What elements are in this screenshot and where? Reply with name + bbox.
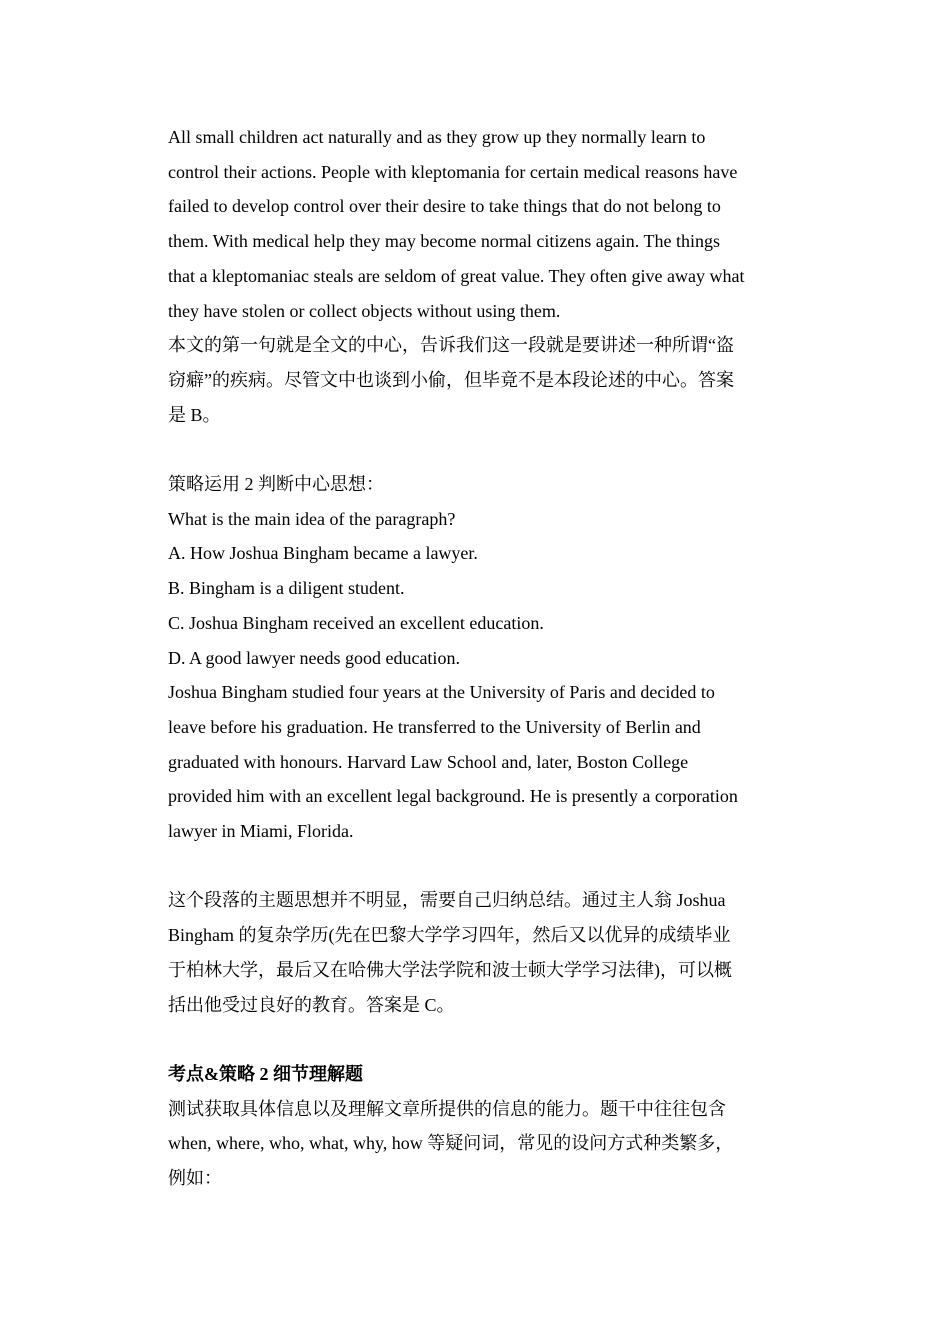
text-line: 本文的第一句就是全文的中心，告诉我们这一段就是要讲述一种所谓“盗 (168, 335, 734, 356)
section-heading: 考点&策略 2 细节理解题 (168, 1063, 363, 1084)
text-line: 例如： (168, 1168, 222, 1189)
text-line: All small children act naturally and as they grow up they normally learn to (168, 127, 706, 147)
text-line: 是 B。 (168, 404, 221, 425)
text-line: provided him with an excellent legal background. He is presently a corporation (168, 786, 738, 807)
detail-question-intro (168, 1092, 788, 1196)
text-line: them. With medical help they may become normal citizens again. The things (168, 231, 720, 252)
option-c: C. Joshua Bingham received an excellent education. (168, 612, 544, 633)
text-line: 于柏林大学，最后又在哈佛大学法学院和波士顿大学学习法律)，可以概 (168, 959, 732, 980)
option-b: B. Bingham is a diligent student. (168, 578, 405, 599)
text-line: when, where, who, what, why, how 等疑问词，常见的设问方式种类繁多， (168, 1133, 734, 1154)
text-line: control their actions. People with kleptomania for certain medical reasons have (168, 161, 738, 182)
option-a: A. How Joshua Bingham became a lawyer. (168, 543, 478, 564)
document-page (168, 120, 788, 1196)
passage-bingham (168, 675, 788, 849)
analysis-bingham (168, 883, 788, 1022)
analysis-kleptomania (168, 328, 788, 432)
text-line: failed to develop control over their desire to take things that do not belong to (168, 196, 721, 217)
text-line: 这个段落的主题思想并不明显，需要自己归纳总结。通过主人翁 Joshua (168, 890, 726, 911)
text-line: that a kleptomaniac steals are seldom of great value. They often give away what (168, 265, 745, 286)
passage-kleptomania (168, 120, 788, 328)
blank-line (168, 1022, 788, 1057)
option-d: D. A good lawyer needs good education. (168, 647, 460, 668)
text-line: Joshua Bingham studied four years at the University of Paris and decided to (168, 682, 715, 703)
blank-line (168, 849, 788, 884)
text-line: Bingham 的复杂学历(先在巴黎大学学习四年，然后又以优异的成绩毕业 (168, 925, 731, 946)
text-line: leave before his graduation. He transferred to the University of Berlin and (168, 716, 701, 737)
blank-line (168, 432, 788, 467)
text-line: 测试获取具体信息以及理解文章所提供的信息的能力。题干中往往包含 (168, 1098, 726, 1119)
strategy-heading: 策略运用 2 判断中心思想： (168, 474, 384, 495)
text-line: they have stolen or collect objects without using them. (168, 300, 561, 321)
text-line: lawyer in Miami, Florida. (168, 821, 354, 842)
question-text: What is the main idea of the paragraph? (168, 508, 456, 529)
text-line: graduated with honours. Harvard Law School and, later, Boston College (168, 751, 689, 772)
text-line: 括出他受过良好的教育。答案是 C。 (168, 994, 455, 1015)
text-line: 窃癖”的疾病。尽管文中也谈到小偷，但毕竟不是本段论述的中心。答案 (168, 369, 734, 390)
